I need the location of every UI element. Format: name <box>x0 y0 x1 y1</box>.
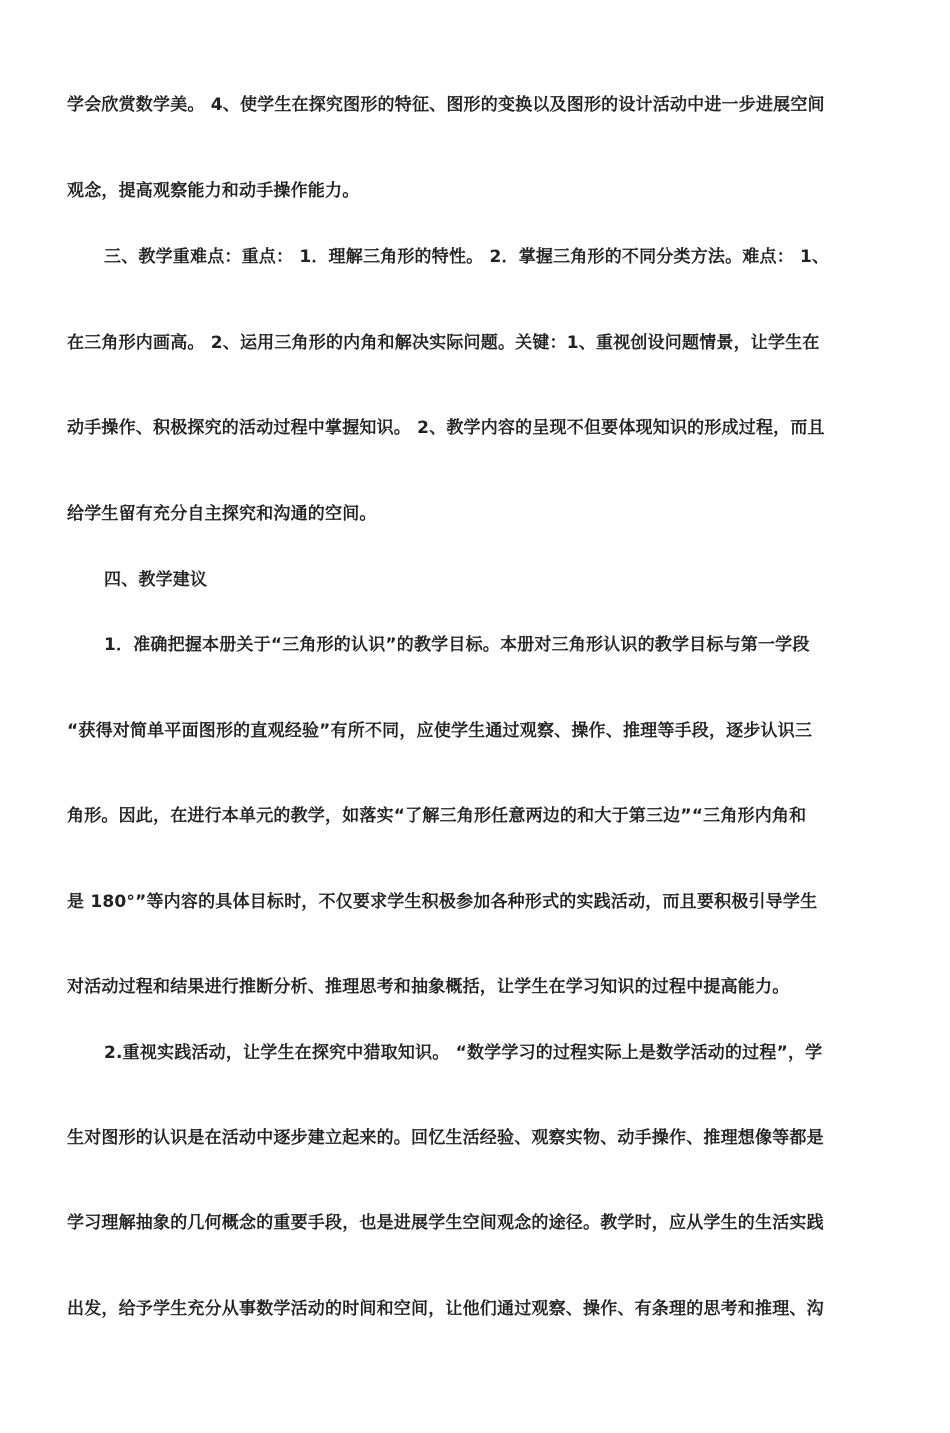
paragraph-2-line-4: 出发，给予学生充分从事数学活动的时间和空间，让他们通过观察、操作、有条理的思考和推理、沟 <box>67 1299 824 1319</box>
paragraph-1-line-5: 对活动过程和结果进行推断分析、推理思考和抽象概括，让学生在学习知识的过程中提高能力。 <box>67 977 790 997</box>
paragraph-1-line-3: 角形。因此，在进行本单元的教学，如落实“了解三角形任意两边的和大于第三边”“三角形内角和 <box>67 806 807 826</box>
text-line-4: 在三角形内画高。 2、运用三角形的内角和解决实际问题。关键：1、重视创设问题情景，让学生在 <box>67 333 820 353</box>
section-heading-teaching-suggestions: 四、教学建议 <box>104 570 208 590</box>
section-heading-key-points: 三、教学重难点：重点： 1．理解三角形的特性。 2．掌握三角形的不同分类方法。难点： 1、 <box>104 247 830 267</box>
paragraph-1-line-1: 1．准确把握本册关于“三角形的认识”的教学目标。本册对三角形认识的教学目标与第一学段 <box>104 635 810 655</box>
text-line-2: 观念，提高观察能力和动手操作能力。 <box>67 181 360 201</box>
paragraph-2-line-3: 学习理解抽象的几何概念的重要手段，也是进展学生空间观念的途径。教学时，应从学生的生活实践 <box>67 1213 824 1233</box>
paragraph-1-line-2: “获得对简单平面图形的直观经验”有所不同，应使学生通过观察、操作、推理等手段，逐步认识三 <box>67 721 813 741</box>
text-line-1: 学会欣赏数学美。 4、使学生在探究图形的特征、图形的变换以及图形的设计活动中进一步进展空间 <box>67 95 825 115</box>
paragraph-1-line-4: 是 180°”等内容的具体目标时，不仅要求学生积极参加各种形式的实践活动，而且要积极引导学生 <box>67 892 818 912</box>
paragraph-2-line-2: 生对图形的认识是在活动中逐步建立起来的。回忆生活经验、观察实物、动手操作、推理想像等都是 <box>67 1128 824 1148</box>
text-line-6: 给学生留有充分自主探究和沟通的空间。 <box>67 504 377 524</box>
text-line-5: 动手操作、积极探究的活动过程中掌握知识。 2、教学内容的呈现不但要体现知识的形成过程，而且 <box>67 418 825 438</box>
paragraph-2-line-1: 2.重视实践活动，让学生在探究中猎取知识。 “数学学习的过程实际上是数学活动的过程”，学 <box>104 1043 823 1063</box>
